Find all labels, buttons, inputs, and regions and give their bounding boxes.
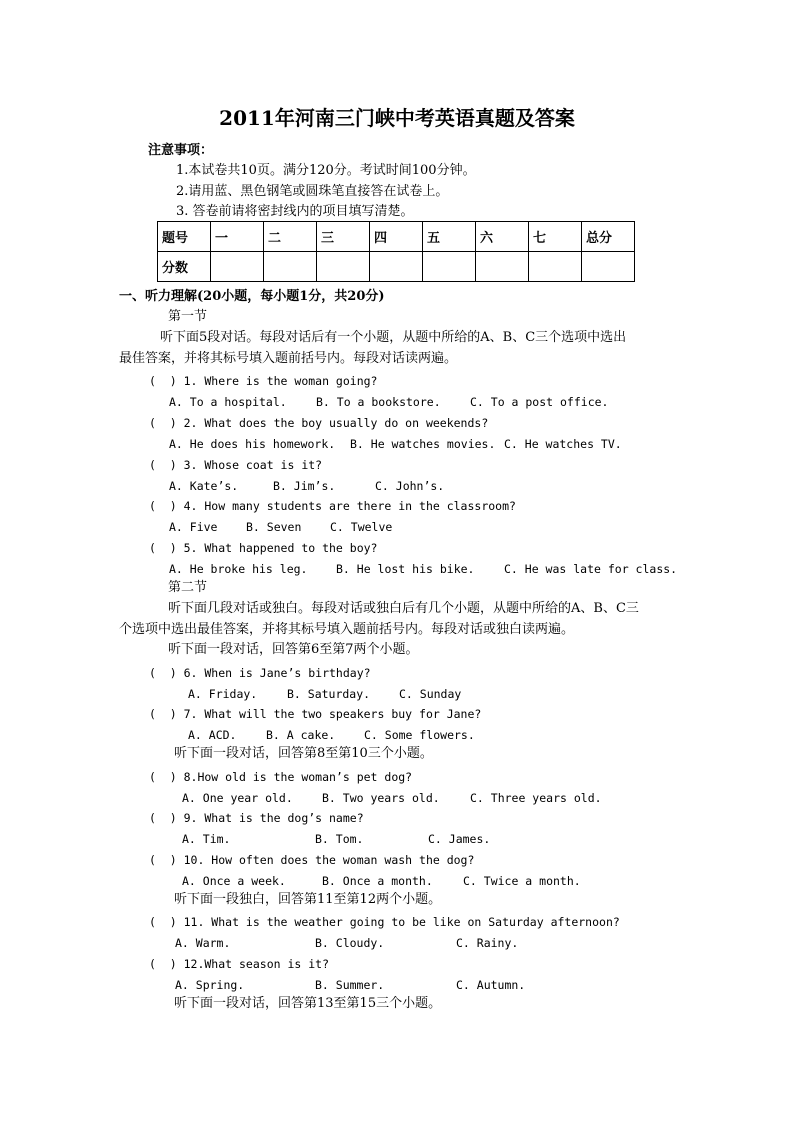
notice-item-2: 2.请用蓝、黑色钢笔或圆珠笔直接答在试卷上。 <box>176 184 449 199</box>
score-cell-header: 四 <box>370 222 423 252</box>
score-cell-blank[interactable] <box>476 252 529 282</box>
question-3-option-b: B. Jim’s. <box>273 479 336 493</box>
question-10-option-b: B. Once a month. <box>322 874 433 888</box>
question-9-option-b: B. Tom. <box>315 832 364 846</box>
question-9-option-a: A. Tim. <box>182 832 231 846</box>
score-cell-blank[interactable] <box>264 252 317 282</box>
question-3-option-c: C. John’s. <box>375 479 445 493</box>
question-12-option-c: C. Autumn. <box>456 978 526 992</box>
question-5-option-c: C. He was late for class. <box>504 562 678 576</box>
part1-label: 第一节 <box>168 309 208 324</box>
notice-item-1: 1.本试卷共10页。满分120分。考试时间100分钟。 <box>176 163 476 178</box>
score-cell-header: 六 <box>476 222 529 252</box>
part1-instruction-line1: 听下面5段对话。每段对话后有一个小题，从题中所给的A、B、C三个选项中选出 <box>160 330 627 345</box>
part2-instruction-line1: 听下面几段对话或独白。每段对话或独白后有几个小题，从题中所给的A、B、C三 <box>168 601 639 616</box>
notice-heading: 注意事项： <box>148 143 214 158</box>
part2-label: 第二节 <box>168 580 208 595</box>
page-title: 2011年河南三门峡中考英语真题及答案 <box>219 106 575 130</box>
score-cell-header: 七 <box>529 222 582 252</box>
question-12-option-b: B. Summer. <box>315 978 385 992</box>
question-11-option-b: B. Cloudy. <box>315 936 385 950</box>
score-cell-blank[interactable] <box>211 252 264 282</box>
question-4-option-c: C. Twelve <box>330 520 393 534</box>
question-6-option-c: C. Sunday <box>399 687 462 701</box>
question-4-option-b: B. Seven <box>246 520 302 534</box>
question-10-option-a: A. Once a week. <box>182 874 286 888</box>
group-1-instruction: 听下面一段对话，回答第6至第7两个小题。 <box>168 642 419 657</box>
question-10-stem: ( ) 10. How often does the woman wash the dog? <box>149 853 475 867</box>
question-1-stem: ( ) 1. Where is the woman going? <box>149 374 378 388</box>
score-cell-header: 五 <box>423 222 476 252</box>
question-6-option-a: A. Friday. <box>188 687 258 701</box>
score-table <box>157 221 635 282</box>
score-cell-blank[interactable] <box>317 252 370 282</box>
question-1-option-c: C. To a post office. <box>470 395 609 409</box>
question-9-option-c: C. James. <box>428 832 491 846</box>
part2-instruction-line2: 个选项中选出最佳答案，并将其标号填入题前括号内。每段对话或独白读两遍。 <box>119 622 575 637</box>
question-2-option-b: B. He watches movies. <box>350 437 496 451</box>
question-2-option-c: C. He watches TV. <box>504 437 622 451</box>
score-cell-blank[interactable] <box>529 252 582 282</box>
score-table-header-row <box>158 222 635 252</box>
score-cell-header: 一 <box>211 222 264 252</box>
question-5-option-a: A. He broke his leg. <box>169 562 308 576</box>
question-11-stem: ( ) 11. What is the weather going to be like on Saturday afternoon? <box>149 915 620 929</box>
notice-item-3: 3. 答卷前请将密封线内的项目填写清楚。 <box>176 204 414 219</box>
question-9-stem: ( ) 9. What is the dog’s name? <box>149 811 364 825</box>
group-2-instruction: 听下面一段对话，回答第8至第10三个小题。 <box>174 746 433 761</box>
score-cell-blank[interactable] <box>423 252 476 282</box>
question-7-option-a: A. ACD. <box>188 728 237 742</box>
question-7-stem: ( ) 7. What will the two speakers buy for Jane? <box>149 707 482 721</box>
question-6-stem: ( ) 6. When is Jane’s birthday? <box>149 666 371 680</box>
question-6-option-b: B. Saturday. <box>287 687 371 701</box>
question-8-option-a: A. One year old. <box>182 791 293 805</box>
question-5-option-b: B. He lost his bike. <box>336 562 475 576</box>
part1-instruction-line2: 最佳答案，并将其标号填入题前括号内。每段对话读两遍。 <box>119 351 458 366</box>
question-7-option-b: B. A cake. <box>266 728 336 742</box>
question-10-option-c: C. Twice a month. <box>463 874 581 888</box>
score-cell-header: 题号 <box>158 222 211 252</box>
score-cell-header: 二 <box>264 222 317 252</box>
question-1-option-a: A. To a hospital. <box>169 395 287 409</box>
section1-heading: 一、听力理解(20小题，每小题1分，共20分) <box>119 289 385 304</box>
question-2-option-a: A. He does his homework. <box>169 437 336 451</box>
question-8-option-b: B. Two years old. <box>322 791 440 805</box>
question-7-option-c: C. Some flowers. <box>364 728 475 742</box>
question-8-stem: ( ) 8.How old is the woman’s pet dog? <box>149 770 413 784</box>
question-3-stem: ( ) 3. Whose coat is it? <box>149 458 323 472</box>
question-2-stem: ( ) 2. What does the boy usually do on weekends? <box>149 416 489 430</box>
score-cell-blank[interactable] <box>370 252 423 282</box>
score-cell-header: 总分 <box>582 222 635 252</box>
question-4-option-a: A. Five <box>169 520 218 534</box>
score-table-score-row <box>158 252 635 282</box>
score-cell-header: 三 <box>317 222 370 252</box>
question-5-stem: ( ) 5. What happened to the boy? <box>149 541 378 555</box>
question-12-option-a: A. Spring. <box>175 978 245 992</box>
question-12-stem: ( ) 12.What season is it? <box>149 957 330 971</box>
score-row-label: 分数 <box>158 252 211 282</box>
group-3-instruction: 听下面一段独白，回答第11至第12两个小题。 <box>174 892 442 907</box>
score-cell-blank[interactable] <box>582 252 635 282</box>
question-11-option-a: A. Warm. <box>175 936 231 950</box>
question-1-option-b: B. To a bookstore. <box>316 395 441 409</box>
question-3-option-a: A. Kate’s. <box>169 479 239 493</box>
question-4-stem: ( ) 4. How many students are there in the classroom? <box>149 499 516 513</box>
question-11-option-c: C. Rainy. <box>456 936 519 950</box>
question-8-option-c: C. Three years old. <box>470 791 602 805</box>
group-4-instruction: 听下面一段对话，回答第13至第15三个小题。 <box>174 996 442 1011</box>
